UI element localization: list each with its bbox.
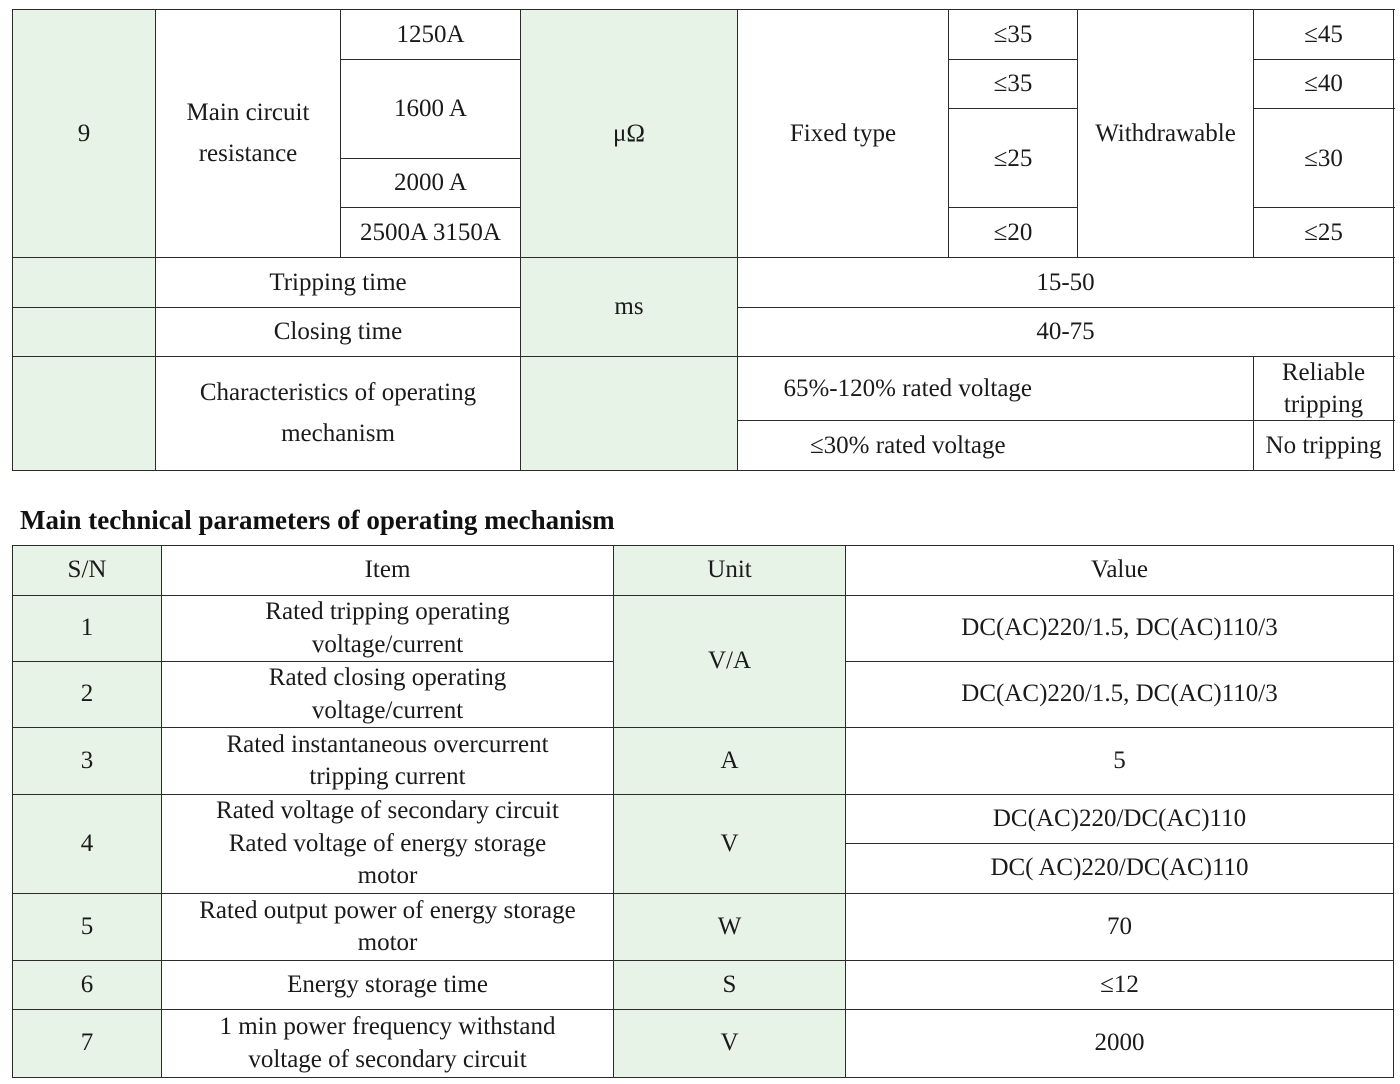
- row-sn: 7: [13, 1010, 162, 1078]
- item-line: resistance: [198, 140, 298, 168]
- row-item: [162, 662, 614, 728]
- fixed-value-cell: ≤20: [949, 208, 1078, 258]
- result-cell: Reliable tripping: [1254, 357, 1394, 421]
- row-sn: 1: [13, 596, 162, 662]
- row-item-line: motor: [357, 862, 418, 890]
- rating-cell: 2000 A: [341, 158, 521, 208]
- row-value: ≤12: [846, 961, 1394, 1010]
- fixed-value-cell: ≤35: [949, 59, 1078, 109]
- time-unit-cell: ms: [521, 257, 738, 356]
- condition-cell: ≤30% rated voltage: [738, 421, 1078, 471]
- rating-cell: 1250A: [341, 10, 521, 60]
- row-item-line: Rated tripping operating: [265, 598, 510, 625]
- row-item-line: voltage/current: [311, 630, 464, 658]
- result-cell: No tripping: [1254, 421, 1394, 471]
- row-item-line: voltage/current: [311, 696, 464, 724]
- row-item: [162, 894, 614, 961]
- header-value: Value: [846, 546, 1394, 596]
- row-value: DC(AC)220/1.5, DC(AC)110/3: [846, 662, 1394, 728]
- row-value: 70: [846, 894, 1394, 961]
- unit-cell: μΩ: [521, 10, 738, 258]
- row-value: 2000: [846, 1010, 1394, 1078]
- withdrawable-cell: Withdrawable: [1078, 10, 1254, 258]
- mechanism-label-cell: [156, 357, 521, 471]
- row-item: [162, 795, 614, 894]
- row-item: Energy storage time: [162, 961, 614, 1010]
- withdrawable-value-cell: ≤25: [1254, 208, 1394, 258]
- mechanism-unit-empty: [521, 357, 738, 471]
- row-item-line: 1 min power frequency withstand: [219, 1013, 556, 1040]
- operating-mechanism-table: [12, 545, 1394, 1078]
- row-item-line: motor: [357, 929, 418, 956]
- withdrawable-value-cell: ≤45: [1254, 10, 1394, 60]
- row-unit: V/A: [614, 596, 846, 728]
- item-cell: [156, 10, 341, 258]
- row-item: [162, 728, 614, 795]
- item-line: Main circuit: [186, 98, 310, 126]
- row-value: DC(AC)220/1.5, DC(AC)110/3: [846, 596, 1394, 662]
- row-value: 5: [846, 728, 1394, 795]
- sn-cell-empty: [13, 257, 156, 307]
- row-item-line: Rated voltage of secondary circuit: [216, 797, 559, 825]
- rating-cell: 2500A 3150A: [341, 208, 521, 258]
- row-item-line: Rated instantaneous overcurrent: [226, 730, 549, 758]
- row-value: DC( AC)220/DC(AC)110: [846, 844, 1394, 894]
- row-sn: 2: [13, 662, 162, 728]
- row-item-line: Rated closing operating: [268, 664, 507, 691]
- condition-cell-spacer: [1078, 357, 1254, 421]
- tripping-time-value: 15-50: [738, 257, 1394, 307]
- condition-cell-spacer: [1078, 421, 1254, 471]
- condition-cell: 65%-120% rated voltage: [738, 357, 1078, 421]
- main-circuit-table: [12, 9, 1394, 471]
- section-title: Main technical parameters of operating mechanism: [20, 505, 615, 535]
- row-unit: S: [614, 961, 846, 1010]
- sn-cell-empty: [13, 357, 156, 471]
- header-sn: S/N: [13, 546, 162, 596]
- row-unit: V: [614, 795, 846, 894]
- row-item: [162, 1010, 614, 1078]
- row-item: [162, 596, 614, 662]
- row-sn: 5: [13, 894, 162, 961]
- mechanism-label-line: mechanism: [281, 420, 395, 448]
- row-unit: A: [614, 728, 846, 795]
- sn-cell: 9: [13, 10, 156, 258]
- mechanism-label-line: Characteristics of operating: [199, 378, 477, 406]
- sn-cell-empty: [13, 307, 156, 357]
- withdrawable-value-cell: ≤30: [1254, 109, 1394, 208]
- closing-time-value: 40-75: [738, 307, 1394, 357]
- fixed-value-cell: ≤25: [949, 109, 1078, 208]
- fixed-type-cell: Fixed type: [738, 10, 949, 258]
- row-unit: V: [614, 1010, 846, 1078]
- closing-time-label: Closing time: [156, 307, 521, 357]
- withdrawable-value-cell: ≤40: [1254, 59, 1394, 109]
- row-sn: 6: [13, 961, 162, 1010]
- rating-cell: 1600 A: [341, 59, 521, 158]
- fixed-value-cell: ≤35: [949, 10, 1078, 60]
- row-item-line: tripping current: [309, 763, 466, 790]
- row-value: DC(AC)220/DC(AC)110: [846, 795, 1394, 844]
- row-item-line: voltage of secondary circuit: [248, 1045, 527, 1073]
- row-unit: W: [614, 894, 846, 961]
- header-unit: Unit: [614, 546, 846, 596]
- row-sn: 4: [13, 795, 162, 894]
- row-sn: 3: [13, 728, 162, 795]
- header-item: Item: [162, 546, 614, 596]
- tripping-time-label: Tripping time: [156, 257, 521, 307]
- row-item-line: Rated voltage of energy storage: [228, 829, 547, 857]
- row-item-line: Rated output power of energy storage: [199, 896, 576, 924]
